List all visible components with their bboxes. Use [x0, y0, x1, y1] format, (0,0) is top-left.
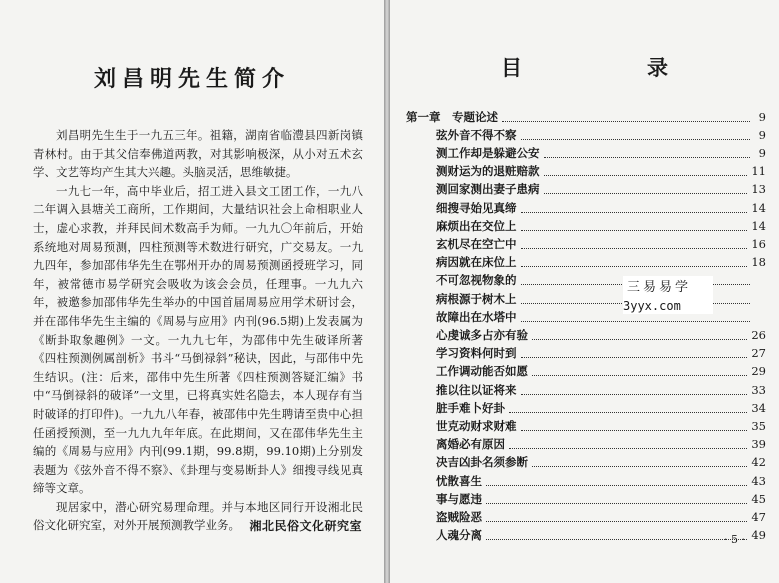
toc-entry-page: 47	[751, 509, 766, 524]
toc-leader-dots	[544, 184, 748, 194]
toc-leader-dots	[521, 348, 748, 358]
right-page	[390, 0, 779, 583]
toc-entry-page: 18	[751, 255, 766, 270]
toc-entry-page: 33	[751, 382, 766, 397]
toc-entry-label: 脏手难卜好卦	[436, 400, 505, 415]
toc-entry-page: 45	[751, 491, 766, 506]
toc-leader-dots	[532, 330, 747, 340]
toc-entry-page: 16	[751, 236, 766, 251]
toc-entry-page: 49	[751, 528, 766, 543]
toc-entry[interactable]	[436, 491, 766, 506]
toc-entry[interactable]	[436, 346, 766, 361]
toc-entry-page: 14	[751, 218, 766, 233]
watermark	[623, 276, 713, 314]
toc-entry-label: 离婚必有原因	[436, 437, 505, 452]
toc-entry-label: 故障出在水塔中	[436, 309, 517, 324]
toc-entry-page: 34	[751, 400, 766, 415]
toc-entry-page: 35	[751, 418, 766, 433]
toc-entry-page: 13	[751, 182, 766, 197]
toc-leader-dots	[486, 476, 747, 486]
toc-entry[interactable]	[436, 145, 766, 160]
toc-entry[interactable]	[436, 200, 766, 215]
toc-entry-page: 42	[751, 455, 766, 470]
toc-entry-label: 病因就在床位上	[436, 255, 517, 270]
toc-entry[interactable]	[436, 455, 766, 470]
toc-entry-page: 9	[758, 127, 766, 142]
toc-entry-page: 39	[751, 437, 766, 452]
toc-entry-label: 人魂分离	[436, 528, 482, 543]
toc-leader-dots	[521, 257, 748, 267]
bio-title: 刘昌明先生简介	[93, 66, 290, 92]
toc-entry[interactable]	[436, 473, 766, 488]
left-page	[0, 0, 384, 583]
toc-entry-label: 决吉凶卦名须参断	[436, 455, 528, 470]
toc-entry-page: 9	[758, 109, 766, 124]
toc-entry[interactable]	[436, 327, 766, 342]
toc-entry-label: 心虔诚多占亦有验	[436, 327, 528, 342]
toc-entry-label: 工作调动能否如愿	[436, 364, 528, 379]
watermark-url: 3yyx.com	[623, 299, 681, 313]
toc-entry[interactable]	[436, 182, 766, 197]
toc-entry-label: 麻烦出在交位上	[436, 218, 517, 233]
bio-paragraph-1: 刘昌明先生生于一九五三年。祖籍，湖南省临澧县四新岗镇青林村。由于其父信奉佛道两教，对其影响极深，从小对五术玄学、文艺等均产生其大兴趣。头脑灵活，思维敏捷。	[33, 128, 363, 180]
toc-leader-dots	[486, 494, 747, 504]
toc-entry-label: 忧散喜生	[436, 473, 482, 488]
toc-entry-label: 弦外音不得不察	[436, 127, 517, 142]
toc-leader-dots	[486, 512, 747, 522]
bio-paragraph-3: 现居家中，潜心研究易理命理。并与本地区同行开设湘北民俗文化研究室，对外开展预测教学业务。	[33, 499, 363, 533]
toc-entry[interactable]	[436, 528, 766, 543]
toc-leader-dots	[521, 221, 748, 231]
toc-entry-page: 43	[751, 473, 766, 488]
toc-entry-label: 第一章 专题论述	[406, 109, 498, 124]
toc-leader-dots	[544, 148, 751, 158]
toc-chapter-heading[interactable]	[406, 109, 766, 124]
toc-entry-page: 11	[751, 164, 766, 179]
toc-entry-page: 14	[751, 200, 766, 215]
bio-paragraph-2: 一九七一年，高中毕业后，招工进入县文工团工作，一九八二年调入县塘关工商所，工作期间，大量结识社会上命相职业人士，虚心求教，并拜民间术数高手为师。一九九〇年前后，开始系统地对周易预测，四柱预测等术数进行研究，广交易友。一九九四年，参加邵伟华先生在鄂州开办的周易预测函授班学习，同年，被常德市易学研究会吸收为该会会员，任理事。一九九六年，被邀参加邵伟华先生举办的中国首届周易应用学术研讨会，并在邵伟华先生主编的《周易与应用》内刊(96.5期)上发表属为《断卦取象趣例》一文。一九九七年，为邵伟中先生破译所著《四柱预测例属剖析》书斗“马倒禄斜”秘诀，因此，与邵伟中先生结识。(注：后来，邵伟中先生所著《四柱预测答疑汇编》书中“马倒禄斜的破译”一文里，已将真实姓名隐去，本人现存有当时破译的打印件)。一九九八年春，被邵伟中先生聘请至贵中心担任函授预测，至一九九九年年底。在此期间，又在邵伟华先生主编的《周易与应用》内刊(99.1期，99.8期，99.10期)上分别发表题为《弦外音不得不察》、《卦理与变易断卦人》细搜寻线见真缔等文章。	[33, 183, 363, 496]
toc-leader-dots	[532, 457, 747, 467]
toc-entry-label: 不可忽视物象的	[436, 273, 517, 288]
toc-leader-dots	[521, 239, 748, 249]
toc-entry-label: 测财运为的退赃赔款	[436, 164, 540, 179]
toc-entry-page: 29	[751, 364, 766, 379]
toc-entry[interactable]	[436, 364, 766, 379]
toc-leader-dots	[521, 421, 748, 431]
toc-entry[interactable]	[436, 382, 766, 397]
toc-entry-label: 测工作却是躲避公安	[436, 145, 540, 160]
signature: 湘北民俗文化研究室	[249, 519, 362, 533]
toc-leader-dots	[509, 403, 747, 413]
toc-entry-label: 事与愿违	[436, 491, 482, 506]
toc-entry-page: 9	[758, 145, 766, 160]
toc-entry-label: 推以往以证将来	[436, 382, 517, 397]
toc-leader-dots	[509, 439, 747, 449]
toc-entry[interactable]	[436, 236, 766, 251]
toc-entry-label: 学习资料何时到	[436, 346, 517, 361]
toc-entry-label: 测回家测出妻子患病	[436, 182, 540, 197]
toc-entry[interactable]	[436, 309, 766, 324]
toc-entry[interactable]	[436, 255, 766, 270]
watermark-site-name: 三易易学	[627, 280, 692, 295]
toc-entry[interactable]	[436, 291, 766, 306]
toc-leader-dots	[532, 366, 747, 376]
toc-entry-page: 27	[751, 346, 766, 361]
toc-entry[interactable]	[436, 273, 766, 288]
toc-entry[interactable]	[436, 418, 766, 433]
toc-leader-dots	[502, 112, 750, 122]
toc-leader-dots	[544, 166, 748, 176]
page-number: · 5 ·	[724, 533, 745, 546]
toc-entry[interactable]	[436, 127, 766, 142]
toc-leader-dots	[521, 385, 748, 395]
toc-leader-dots	[521, 203, 748, 213]
toc-entry-label: 世克动财求财难	[436, 418, 517, 433]
toc-entry[interactable]	[436, 509, 766, 524]
toc-entry-label: 玄机尽在空亡中	[436, 236, 517, 251]
toc-entry-label: 细搜寻始见真缔	[436, 200, 517, 215]
toc-title: 目 录	[501, 55, 720, 80]
toc-leader-dots	[486, 530, 747, 540]
toc-entry-label: 盗贼险恶	[436, 509, 482, 524]
toc-entry-page: 26	[751, 327, 766, 342]
toc-entry[interactable]	[436, 400, 766, 415]
toc-entry[interactable]	[436, 437, 766, 452]
bio-body	[33, 126, 363, 535]
toc-entry[interactable]	[436, 164, 766, 179]
toc-entry-label: 病根源于树木上	[436, 291, 517, 306]
toc-leader-dots	[521, 130, 751, 140]
toc-entry[interactable]	[436, 218, 766, 233]
